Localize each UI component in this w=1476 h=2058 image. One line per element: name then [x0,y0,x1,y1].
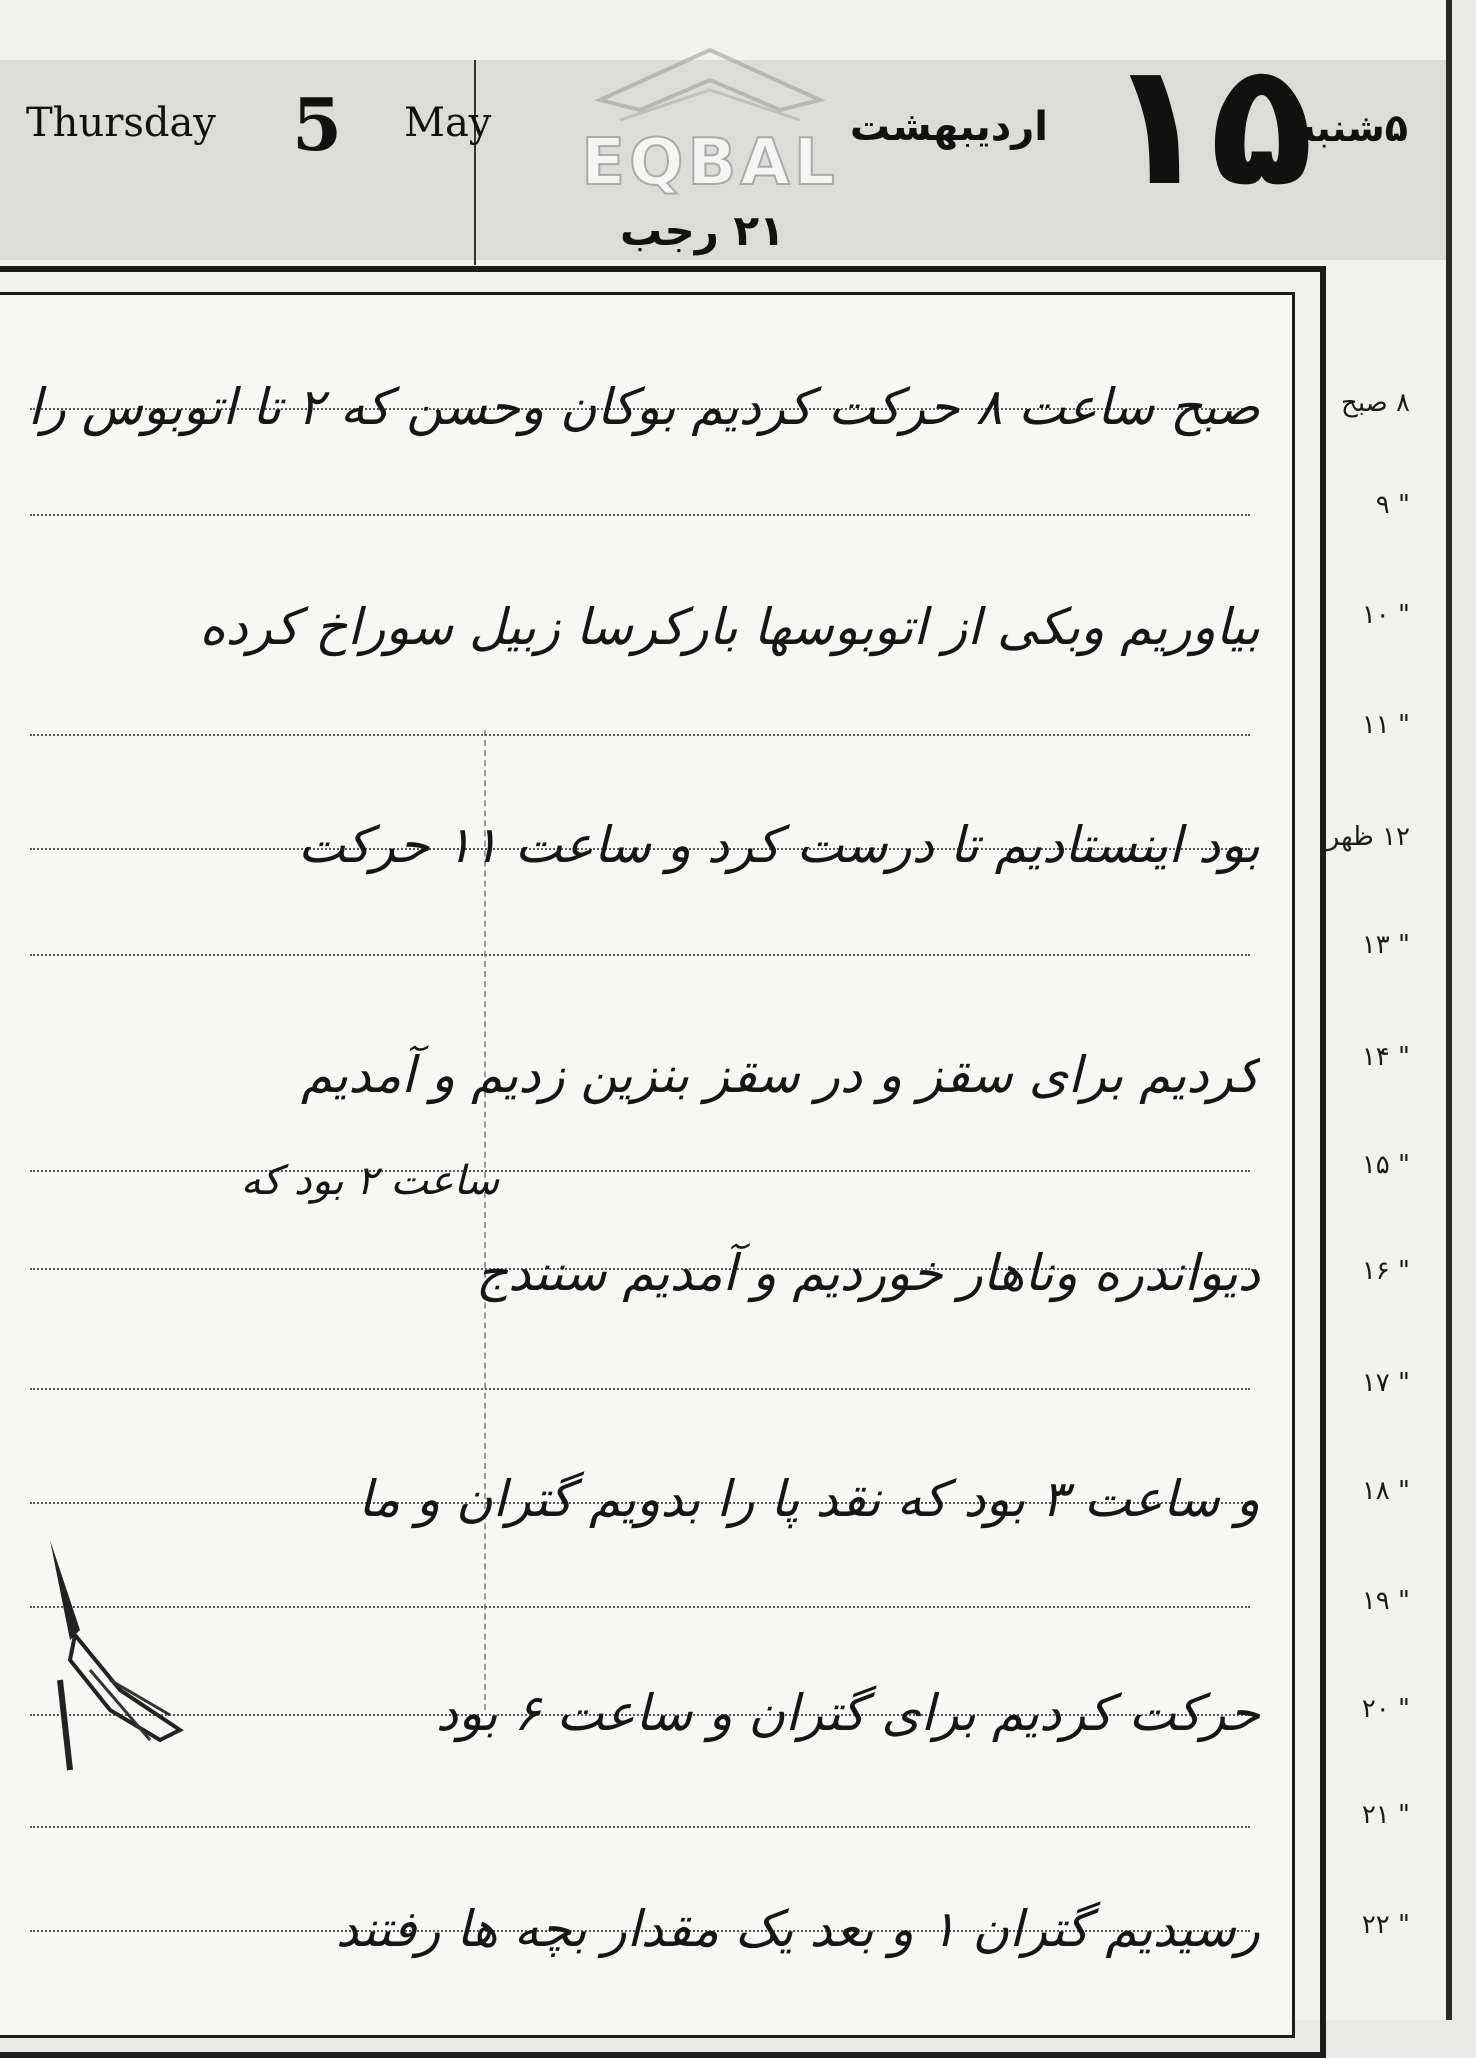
hour-label: ۱۲ ظهر [1326,822,1410,852]
publisher-logo-text: EQBAL [581,126,839,200]
handwritten-line: کردیم برای سقز و در سقز بنزین زدیم و آمدیم [301,1046,1260,1104]
handwritten-line: بود اینستادیم تا درست کرد و ساعت ۱۱ حرکت [298,816,1260,874]
english-day-number: 5 [292,82,343,167]
hour-label: " ۲۱ [1361,1800,1410,1830]
persian-month: اردیبهشت [849,104,1048,150]
persian-day-number: ۱۵ [1106,26,1314,224]
hour-label: " ۱۸ [1361,1476,1410,1506]
english-weekday: Thursday [26,100,216,146]
handwritten-insertion: ساعت ۲ بود که [240,1158,500,1204]
hour-label: " ۱۷ [1361,1368,1410,1398]
hour-label: " ۱۰ [1361,600,1410,630]
handwritten-line: و ساعت ۳ بود که نقد پا را بدویم گتران و ما [358,1470,1260,1528]
hour-label: " ۱۶ [1361,1256,1410,1286]
hour-label: " ۲۰ [1361,1694,1410,1724]
hour-label: " ۱۹ [1361,1586,1410,1616]
ruled-line [30,1170,1250,1172]
header-divider [474,60,476,265]
hour-label: " ۱۵ [1361,1150,1410,1180]
ruled-line [30,734,1250,736]
hour-label: " ۱۱ [1361,710,1410,740]
handwritten-line: حرکت کردیم برای گتران و ساعت ۶ بود [435,1684,1260,1742]
hour-label: ۸ صبح [1341,388,1410,418]
hijri-date: ۲۱ رجب [620,206,785,255]
english-month: May [404,100,492,146]
ruled-line [30,1388,1250,1390]
handwritten-line: صبح ساعت ۸ حرکت کردیم بوکان وحسن که ۲ تا اتوبوس را [27,378,1260,436]
hour-label: " ۱۴ [1361,1042,1410,1072]
ruled-line [30,1826,1250,1828]
hour-label: " ۹ [1375,490,1410,520]
handwritten-line: رسیدیم گتران ۱ و بعد یک مقدار بچه ها رفتند [335,1900,1260,1958]
handwritten-line: بیاوریم وبکی از اتوبوسها بارکرسا زبیل سوراخ کرده [199,598,1260,656]
persian-weekday: ۵شنبه [1293,106,1408,150]
handwritten-line: دیواندره وناهار خوردیم و آمدیم سنندج [475,1244,1260,1302]
ruled-line [30,514,1250,516]
ruled-line [30,1606,1250,1608]
hour-label: " ۲۲ [1361,1910,1410,1940]
pen-doodle-icon [50,1540,200,1800]
hour-label: " ۱۳ [1361,930,1410,960]
ruled-line [30,954,1250,956]
